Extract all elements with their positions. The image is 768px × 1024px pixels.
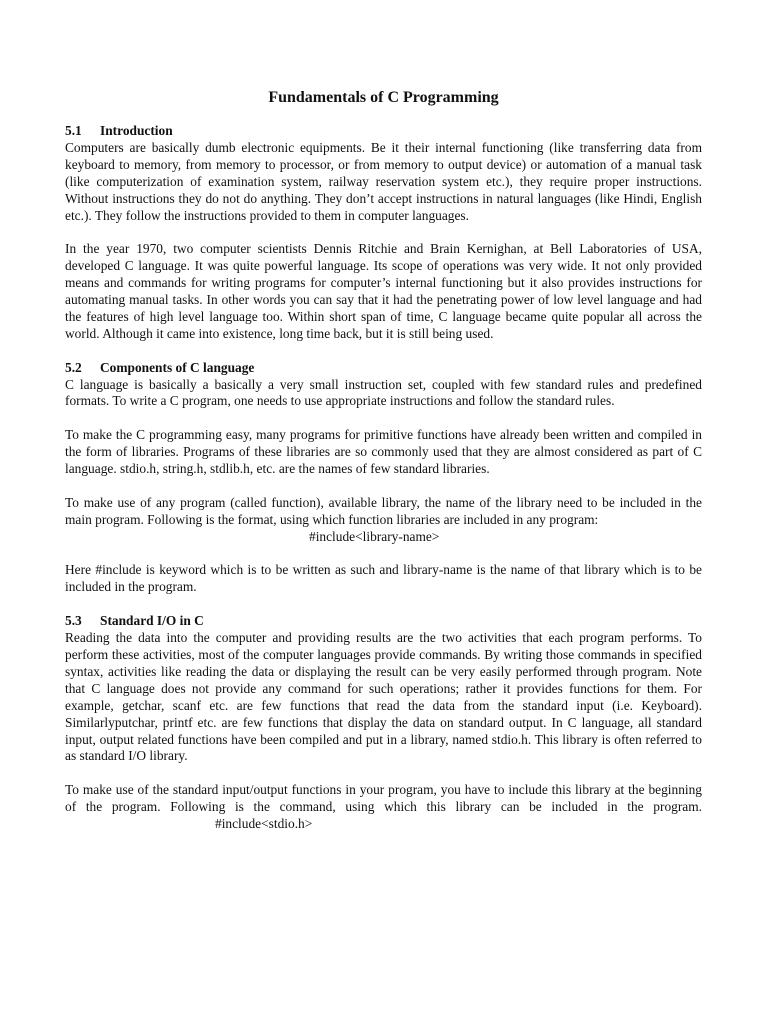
paragraph: To make the C programming easy, many programs for primitive functions have already been written and compiled in the form of libraries. Programs of these libraries are so commonly used that they are almost considered as part of C language. stdio.h, string.h, stdlib.h, etc. are the names of few standard libraries. (65, 427, 702, 477)
section-number: 5.3 (65, 613, 82, 629)
paragraph: In the year 1970, two computer scientists Dennis Ritchie and Brain Kernighan, at Bell Laboratories of USA, developed C language. It was quite powerful language. Its scope of operations was very wide. It not only provided means and commands for writing programs for computer’s internal functioning but it also provides instructions for automating manual tasks. In other words you can say that it had the penetrating power of low level language and had the features of high level language too. Within short span of time, C language became quite popular all across the world. Although it came into existence, long time back, but it is still being used. (65, 241, 702, 341)
section-heading (65, 613, 702, 630)
paragraph: Computers are basically dumb electronic equipments. Be it their internal functioning (like transferring data from keyboard to memory, from memory to processor, or from memory to output device) or automation of a manual task (like computerization of examination system, railway reservation system etc.), they require proper instructions. Without instructions they do not do anything. They don’t accept instructions in natural languages (like Hindi, English etc.). They follow the instructions provided to them in computer languages. (65, 139, 702, 223)
document-body (65, 123, 702, 850)
section-heading (65, 360, 702, 377)
document-title: Fundamentals of C Programming (268, 89, 499, 106)
paragraph-text: To make use of the standard input/output functions in your program, you have to include this library at the beginning of the program. Following is the command, using which this library can be included in the program. (65, 782, 702, 815)
paragraph: To make use of any program (called function), available library, the name of the library need to be included in the main program. Following is the format, using which function libraries are included in any program: (65, 494, 702, 527)
include-format-code: #include<library-name> (309, 528, 440, 544)
paragraph: C language is basically a basically a very small instruction set, coupled with few standard rules and predefined formats. To write a C program, one needs to use appropriate instructions and follow the standard rules. (65, 376, 702, 409)
include-stdio-code: #include<stdio.h> (215, 816, 313, 832)
paragraph: Reading the data into the computer and providing results are the two activities that each program performs. To perform these activities, most of the computer languages provide commands. By writing those commands in specified syntax, activities like reading the data or displaying the result can be very easily performed through program. Note that C language does not provide any command for such operations; rather it provides functions for them. For example, getchar, scanf etc. are few functions that read the data from the standard input (i.e. Keyboard). Similarlyputchar, printf etc. are few functions that display the data on standard output. In C language, all standard input, output related functions have been compiled and put in a library, named stdio.h. This library is often referred to as standard I/O library. (65, 630, 702, 764)
section-introduction (65, 123, 702, 343)
paragraph: Here #include is keyword which is to be written as such and library-name is the name of that library which is to be included in the program. (65, 562, 702, 595)
section-standard-io (65, 613, 702, 833)
section-number: 5.2 (65, 359, 82, 375)
section-title: Components of C language (100, 359, 255, 375)
section-heading (65, 123, 702, 140)
section-title: Standard I/O in C (100, 613, 204, 629)
paragraph (65, 782, 702, 833)
section-components (65, 360, 702, 597)
section-title: Introduction (100, 123, 173, 138)
section-number: 5.1 (65, 123, 82, 138)
